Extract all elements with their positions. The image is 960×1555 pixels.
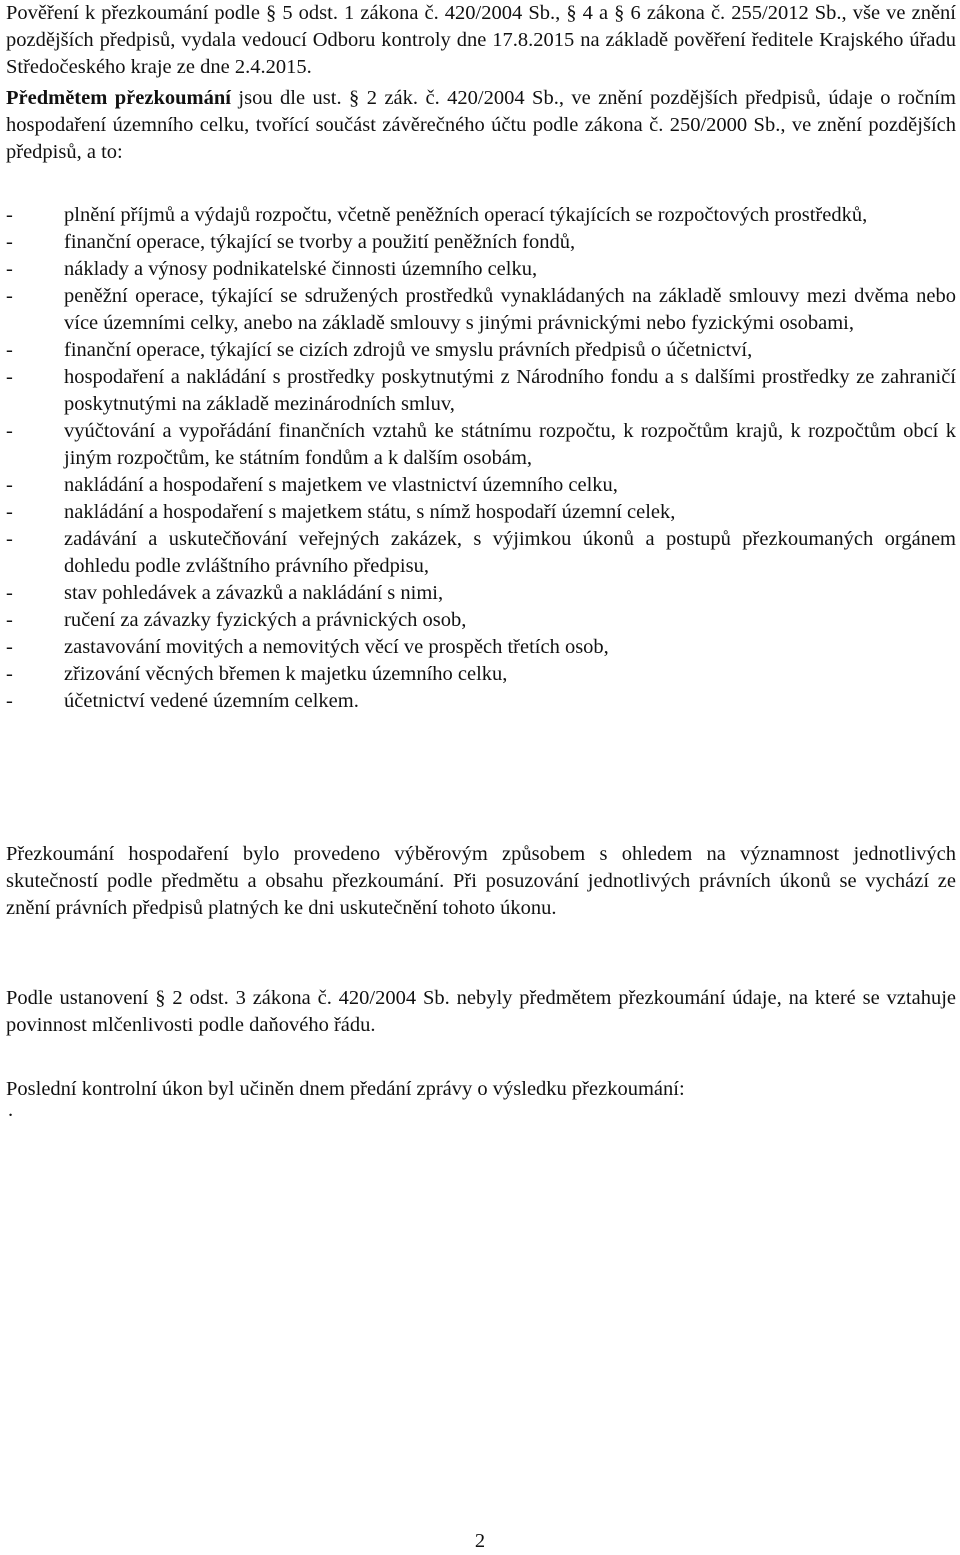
list-item-text: zadávání a uskutečňování veřejných zakázek, s výjimkou úkonů a postupů přezkoumaných orgánem dohledu podle zvláštního právního předpisu, [64,528,956,577]
list-item [6,202,956,229]
list-item-text: účetnictví vedené územním celkem. [64,690,359,712]
list-dash: - [6,528,13,550]
list-item-text: náklady a výnosy podnikatelské činnosti územního celku, [64,258,538,280]
confidentiality-paragraph: Podle ustanovení § 2 odst. 3 zákona č. 420/2004 Sb. nebyly předmětem přezkoumání údaje, na které se vztahuje povinnost mlčenlivosti podle daňového řádu. [6,987,956,1036]
list-dash: - [6,501,13,523]
list-item [6,256,956,283]
list-dash: - [6,285,13,307]
list-item [6,661,956,688]
list-item [6,607,956,634]
list-item [6,526,956,580]
list-item-text: plnění příjmů a výdajů rozpočtu, včetně peněžních operací týkajících se rozpočtových prostředků, [64,204,868,226]
list-item [6,472,956,499]
list-dash: - [6,636,13,658]
list-item [6,337,956,364]
list-item-text: vyúčtování a vypořádání finančních vztahů ke státnímu rozpočtu, k rozpočtům krajů, k rozpočtům obcí k jiným rozpočtům, ke státním fondům a k dalším osobám, [64,420,956,469]
list-item-text: finanční operace, týkající se tvorby a použití peněžních fondů, [64,231,576,253]
list-item-text: stav pohledávek a závazků a nakládání s nimi, [64,582,444,604]
list-dash: - [6,663,13,685]
list-dash: - [6,231,13,253]
list-item-text: zastavování movitých a nemovitých věcí ve prospěch třetích osob, [64,636,609,658]
trailing-dot: . [8,1099,14,1121]
list-dash: - [6,609,13,631]
subject-bold-lead: Předmětem přezkoumání [6,87,231,109]
list-item [6,499,956,526]
list-item-text: finanční operace, týkající se cizích zdrojů ve smyslu právních předpisů o účetnictví, [64,339,753,361]
list-dash: - [6,366,13,388]
list-item [6,283,956,337]
subject-text: jsou dle ust. § 2 zák. č. 420/2004 Sb., ve znění pozdějších předpisů, údaje o ročním hospodaření územního celku, tvořící součást závěrečného účtu podle zákona č. 250/2000 Sb., ve znění pozdějších předpisů, a to: [6,87,956,163]
last-act-paragraph: Poslední kontrolní úkon byl učiněn dnem předání zprávy o výsledku přezkoumání: [6,1078,685,1100]
list-dash: - [6,474,13,496]
subject-list [6,202,956,715]
list-item [6,634,956,661]
list-dash: - [6,258,13,280]
method-paragraph: Přezkoumání hospodaření bylo provedeno výběrovým způsobem s ohledem na významnost jednotlivých skutečností podle předmětu a obsahu přezkoumání. Při posuzování jednotlivých právních úkonů se vychází ze znění právních předpisů platných ke dni uskutečnění tohoto úkonu. [6,843,956,919]
list-dash: - [6,690,13,712]
page-number: 2 [474,1530,486,1552]
list-dash: - [6,339,13,361]
list-dash: - [6,420,13,442]
list-item-text: nakládání a hospodaření s majetkem státu, s nímž hospodaří územní celek, [64,501,676,523]
list-item [6,364,956,418]
list-item [6,580,956,607]
list-item [6,688,956,715]
list-item [6,418,956,472]
list-item-text: ručení za závazky fyzických a právnických osob, [64,609,467,631]
list-item-text: nakládání a hospodaření s majetkem ve vlastnictví územního celku, [64,474,618,496]
subject-paragraph [6,85,956,166]
intro-paragraph: Pověření k přezkoumání podle § 5 odst. 1 zákona č. 420/2004 Sb., § 4 a § 6 zákona č. 255/2012 Sb., vše ve znění pozdějších předpisů, vydala vedoucí Odboru kontroly dne 17.8.2015 na základě pověření ředitele Krajského úřadu Středočeského kraje ze dne 2.4.2015. [6,2,956,78]
list-item-text: peněžní operace, týkající se sdružených prostředků vynakládaných na základě smlouvy mezi dvěma nebo více územními celky, anebo na základě smlouvy s jinými právnickými nebo fyzickými osobami, [64,285,956,334]
list-item-text: zřizování věcných břemen k majetku územního celku, [64,663,508,685]
list-item [6,229,956,256]
list-dash: - [6,582,13,604]
list-dash: - [6,204,13,226]
list-item-text: hospodaření a nakládání s prostředky poskytnutými z Národního fondu a s dalšími prostředky ze zahraničí poskytnutými na základě mezinárodních smluv, [64,366,956,415]
